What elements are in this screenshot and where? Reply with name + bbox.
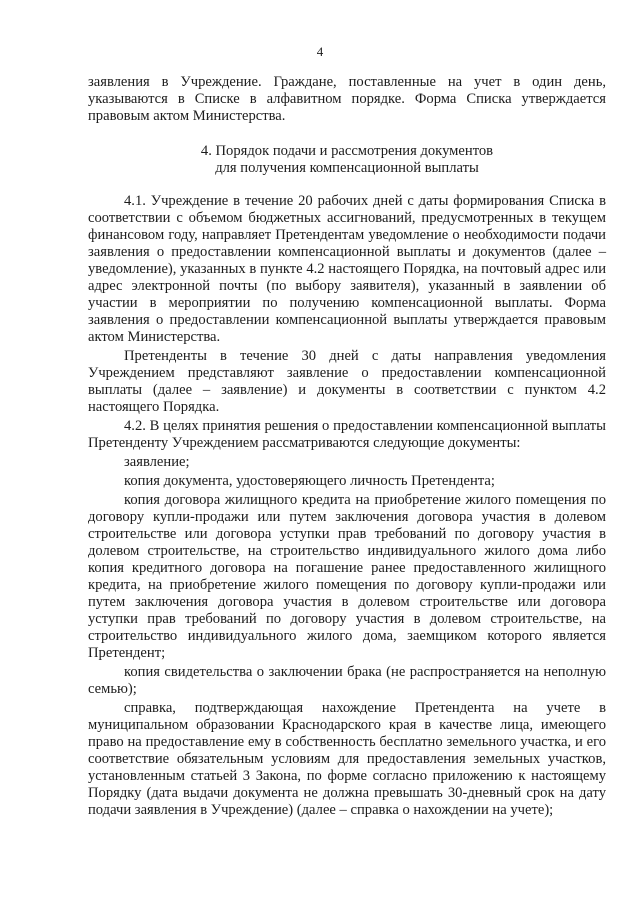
page-number: 4	[316, 44, 324, 59]
section-heading-line-2: для получения компенсационной выплаты	[215, 160, 479, 176]
list-item-registration-certificate: справка, подтверждающая нахождение Претендента на учете в муниципальном образовании Краснодарского края в качестве лица, имеющего право на предоставление ему в собственность бесплатно земельного участка, и его соответствие обязательным условиям для предоставления земельных участков, установленным статьей 3 Закона, по форме согласно приложению к настоящему Порядку (дата выдачи документа не должна превышать 30-дневный срок на дату подачи заявления в Учреждение) (далее – справка о нахождении на учете);	[88, 700, 606, 818]
paragraph-applicants-deadline: Претенденты в течение 30 дней с даты направления уведомления Учреждением представляют заявление о предоставлении компенсационной выплаты (далее – заявление) и документы в соответствии с пунктом 4.2 настоящего Порядка.	[88, 348, 606, 415]
list-item-marriage-certificate: копия свидетельства о заключении брака (не распространяется на неполную семью);	[88, 664, 606, 697]
paragraph-4-1: 4.1. Учреждение в течение 20 рабочих дней с даты формирования Списка в соответствии с объемом бюджетных ассигнований, предусмотренных в текущем финансовом году, направляет Претендентам уведомление о необходимости подачи заявления о предоставлении компенсационной выплаты и документов (далее – уведомление), указанных в пункте 4.2 настоящего Порядка, на почтовый адрес или адрес электронной почты (по выбору заявителя), указанный в заявлении об участии в мероприятии по получению компенсационной выплаты. Форма заявления о предоставлении компенсационной выплаты утверждается правовым актом Министерства.	[88, 193, 606, 345]
paragraph-4-2: 4.2. В целях принятия решения о предоставлении компенсационной выплаты Претенденту Учреждением рассматриваются следующие документы:	[88, 418, 606, 451]
intro-paragraph: заявления в Учреждение. Граждане, поставленные на учет в один день, указываются в Списке в алфавитном порядке. Форма Списка утверждается правовым актом Министерства.	[88, 74, 606, 124]
section-heading-line-1: 4. Порядок подачи и рассмотрения документов	[200, 143, 494, 159]
document-body	[88, 74, 606, 819]
list-item-application: заявление;	[124, 454, 190, 470]
section-heading	[88, 143, 606, 177]
list-item-credit-agreement: копия договора жилищного кредита на приобретение жилого помещения по договору купли-продажи или путем заключения договора участия в долевом строительстве или договора уступки прав требований по договору участия в долевом строительстве, на строительство индивидуального жилого дома либо копия кредитного договора на погашение ранее предоставленного жилищного кредита, на приобретение жилого помещения по договору купли-продажи или путем заключения договора участия в долевом строительстве или договора уступки прав требований по договору участия в долевом строительстве, на строительство индивидуального жилого дома, заемщиком которого является Претендент;	[88, 492, 606, 661]
list-item-identity-document: копия документа, удостоверяющего личность Претендента;	[124, 473, 495, 489]
